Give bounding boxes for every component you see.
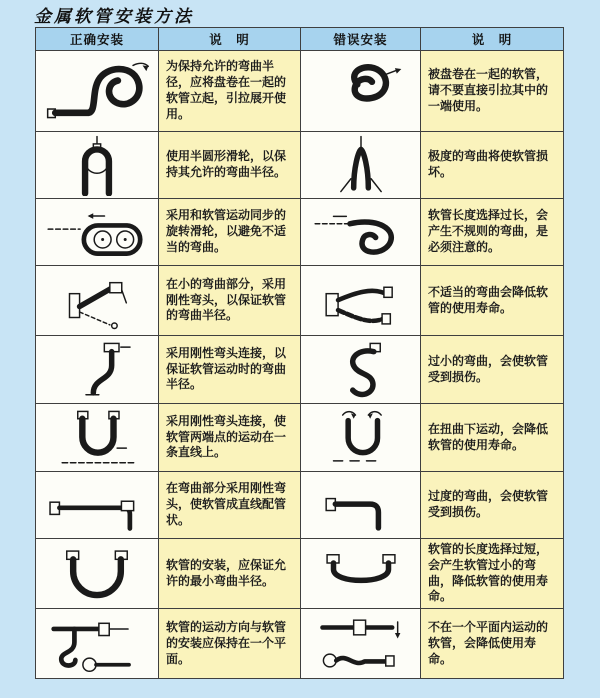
correct-image-cell (36, 472, 159, 539)
correct-note: 在弯曲部分采用刚性弯头，使软管成直线配管状。 (159, 472, 301, 539)
correct-note: 采用刚性弯头连接，使软管两端点的运动在一条直线上。 (159, 404, 301, 472)
correct-image-cell (36, 266, 159, 336)
correct-image-cell (36, 404, 159, 472)
wrong-image-cell (301, 51, 421, 132)
table-row (36, 609, 564, 679)
table-row (36, 199, 564, 266)
wrong-image-cell (301, 404, 421, 472)
table-row (36, 472, 564, 539)
installation-table (35, 27, 564, 679)
correct-image-cell (36, 539, 159, 609)
synchronized-rotating-pulley-icon (40, 201, 154, 263)
extreme-bend-hanging-icon (306, 134, 416, 196)
correct-image-cell (36, 199, 159, 266)
wrong-note: 过度的弯曲，会使软管受到损伤。 (421, 472, 564, 539)
u-bend-inline-motion-icon (42, 407, 152, 469)
correct-image-cell (36, 336, 159, 404)
correct-note: 使用半圆形滑轮，以保持其允许的弯曲半径。 (159, 132, 301, 199)
page-title: 金属软管安装方法 (34, 7, 194, 27)
semicircular-pulley-icon (42, 134, 152, 196)
wrong-image-cell (301, 472, 421, 539)
wrong-note: 极度的弯曲将使软管损坏。 (421, 132, 564, 199)
wrong-image-cell (301, 609, 421, 679)
table-row (36, 51, 564, 132)
correct-image-cell (36, 132, 159, 199)
wrong-image-cell (301, 336, 421, 404)
header-note-wrong: 说 明 (421, 28, 564, 51)
improper-bend-split-icon (306, 269, 416, 333)
coiled-hose-upright-icon (40, 54, 154, 128)
correct-note: 采用和软管运动同步的旋转滑轮，以避免不适当的弯曲。 (159, 199, 301, 266)
header-note-correct: 说 明 (159, 28, 301, 51)
header-row (36, 28, 564, 51)
header-correct-install: 正确安装 (36, 28, 159, 51)
wrong-note: 不适当的弯曲会降低软管的使用寿命。 (421, 266, 564, 336)
table-row (36, 404, 564, 472)
wrong-note: 软管的长度选择过短，会产生软管过小的弯曲，降低软管的使用寿命。 (421, 539, 564, 609)
wrong-image-cell (301, 199, 421, 266)
correct-note: 软管的安装，应保证允许的最小弯曲半径。 (159, 539, 301, 609)
minimum-bend-radius-u-icon (42, 543, 152, 605)
straight-run-rigid-elbow-icon (40, 474, 154, 536)
header-wrong-install: 错误安装 (301, 28, 421, 51)
overlong-irregular-loop-icon (306, 201, 416, 263)
table-row (36, 539, 564, 609)
table-row (36, 266, 564, 336)
correct-note: 软管的运动方向与软管的安装应保持在一个平面。 (159, 609, 301, 679)
wrong-note: 不在一个平面内运动的软管，会降低使用寿命。 (421, 609, 564, 679)
rigid-elbow-connection-icon (42, 339, 152, 401)
wrong-note: 过小的弯曲，会使软管受到损伤。 (421, 336, 564, 404)
too-short-shallow-u-icon (306, 543, 416, 605)
table-row (36, 132, 564, 199)
rigid-elbow-small-bend-icon (42, 269, 152, 333)
single-plane-trap-icon (40, 612, 154, 676)
wrong-note: 被盘卷在一起的软管，请不要直接引拉其中的一端使用。 (421, 51, 564, 132)
correct-image-cell (36, 51, 159, 132)
twisted-u-bend-icon (306, 407, 416, 469)
table-row (36, 336, 564, 404)
out-of-plane-motion-icon (306, 612, 416, 676)
correct-note: 采用刚性弯头连接，以保证软管运动时的弯曲半径。 (159, 336, 301, 404)
correct-image-cell (36, 609, 159, 679)
coiled-hose-pulled-end-icon (306, 56, 416, 126)
wrong-image-cell (301, 132, 421, 199)
wrong-note: 软管长度选择过长，会产生不规则的弯曲，是必须注意的。 (421, 199, 564, 266)
wrong-note: 在扭曲下运动，会降低软管的使用寿命。 (421, 404, 564, 472)
too-small-bend-hook-icon (306, 339, 416, 401)
correct-note: 为保持允许的弯曲半径，应将盘卷在一起的软管立起，引拉展开使用。 (159, 51, 301, 132)
correct-note: 在小的弯曲部分，采用刚性弯头，以保证软管的弯曲半径。 (159, 266, 301, 336)
wrong-image-cell (301, 266, 421, 336)
wrong-image-cell (301, 539, 421, 609)
overbent-elbow-icon (306, 474, 416, 536)
